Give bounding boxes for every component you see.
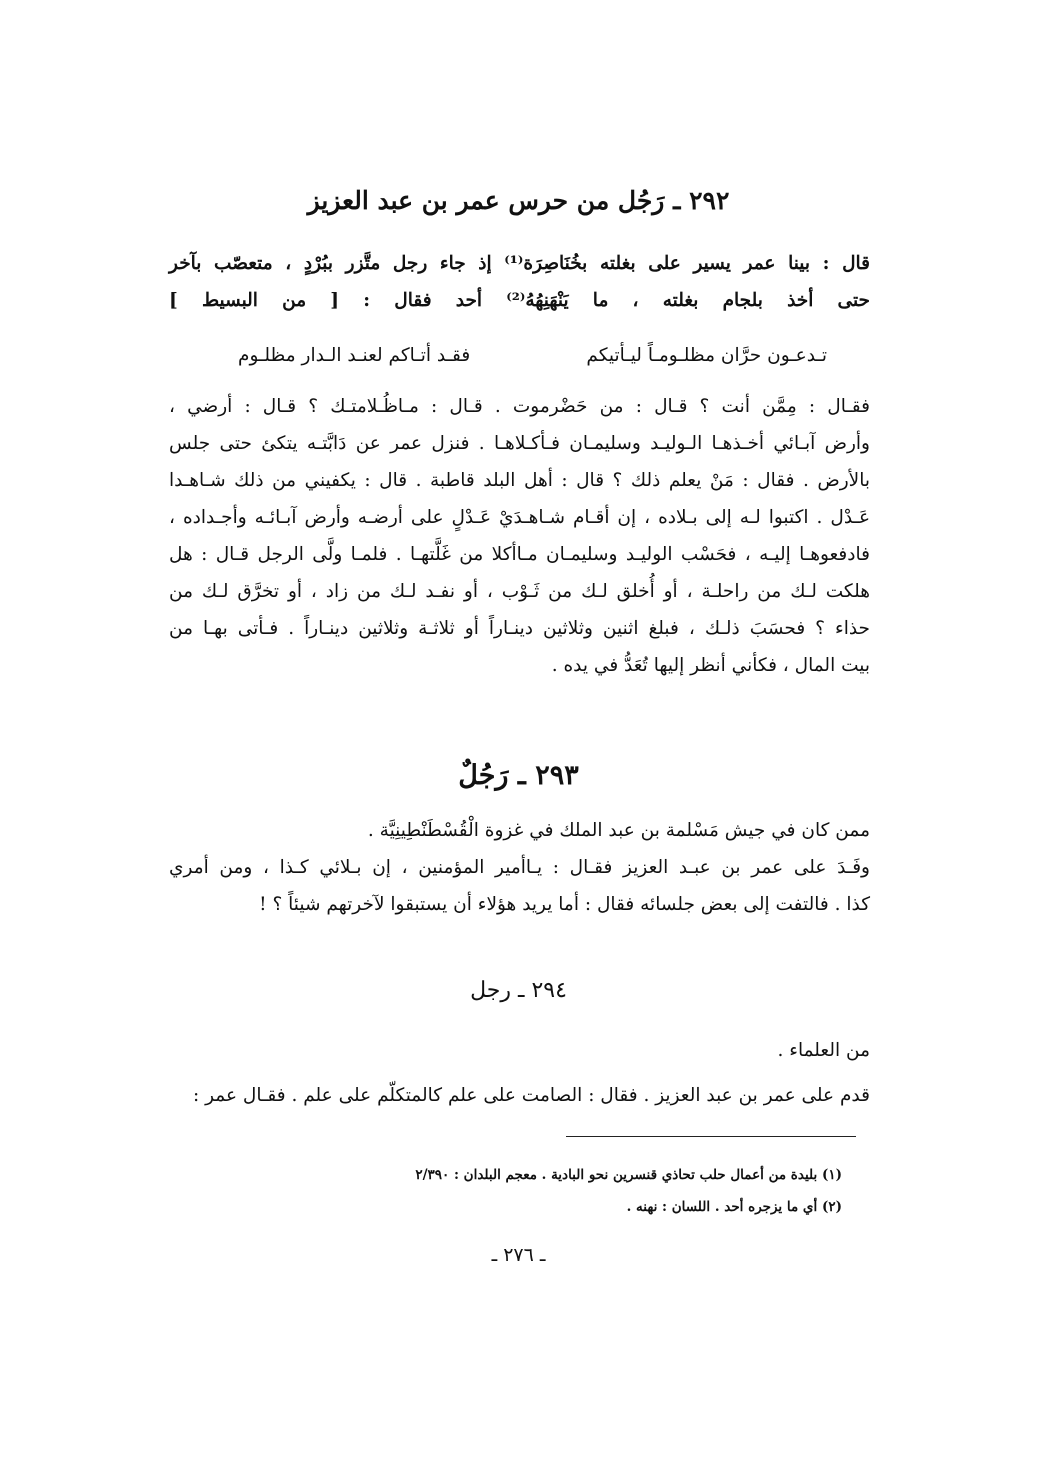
intro-line-2: حتى أخذ بلجام بغلته ، ما يَنْهَنِهُهُ⁽²⁾ أحد فقال : [ من البسيط ] — [169, 290, 870, 311]
section-294-line-1: من العلماء . — [777, 1040, 870, 1061]
intro-line-1: قال : بينا عمر يسير على بغلته بخُنَاصِرَة⁽¹⁾ إذ جاء رجل متَّزر ببُرْدٍ ، متعصّب بآخر — [169, 253, 870, 274]
section-294-heading: ٢٩٤ ـ رجل — [470, 978, 567, 1003]
section-294-line-2: قدم على عمر بن عبد العزيز . فقال : الصامت على علم كالمتكلّم على علم . فقـال عمر : — [192, 1085, 870, 1106]
poem-first-hemistich: تـدعـون حرَّان مظلـومـاً ليـأتيكم — [586, 345, 827, 366]
section-292-heading: ٢٩٢ ـ رَجُل من حرس عمر بن عبد العزيز — [307, 186, 730, 215]
body-line-3: بالأرض . فقال : مَنْ يعلم ذلك ؟ قال : أهل البلد قاطبة . قال : يكفيني من ذلك شـاهـدا — [169, 470, 870, 491]
body-line-8: بيت المال ، فكأني أنظر إليها تُعَدُّ في يده . — [551, 655, 870, 676]
section-293-line-2: وفَـدَ على عمر بن عبـد العزيز فقـال : يـاأمير المؤمنين ، إن بـلائي كـذا ، ومن أمري — [169, 857, 870, 878]
body-line-7: حذاء ؟ فحسَبَ ذلـك ، فبلغ اثنين وثلاثين دينـاراً أو ثلاثـة وثلاثين دينـاراً . فـأتى بهـا من — [169, 618, 870, 639]
body-line-1: فقـال : مِمَّن أنت ؟ قـال : من حَضْرموت . قـال : مـاظُـلامتـك ؟ قـال : أرضي ، — [169, 396, 870, 417]
body-line-2: وأرض آبـائي أخـذهـا الـوليـد وسليمـان فـأكـلاهـا . فنزل عمر عن دَابَّتـه يتكئ حتى جلس — [169, 433, 870, 454]
section-293-heading: ٢٩٣ ـ رَجُلٌ — [458, 760, 579, 791]
footnote-1: (١) بليدة من أعمال حلب تحاذي قنسرين نحو البادية . معجم البلدان : ٢/٣٩٠ — [415, 1166, 842, 1183]
section-293-line-3: كذا . فالتفت إلى بعض جلسائه فقال : أما يريد هؤلاء أن يستبقوا لآخرتهم شيئاً ؟ ! — [259, 894, 870, 915]
body-line-5: فادفعوهـا إليـه ، فحَسْب الوليـد وسليمـان مـاأكلا من غَلَّتهـا . فلمـا ولَّى الرجل قـال : هل — [169, 544, 870, 565]
section-293-line-1: ممن كان في جيش مَسْلمة بن عبد الملك في غزوة الْقُسْطَنْطِينِيَّة . — [367, 820, 870, 841]
page-number: ـ ٢٧٦ ـ — [491, 1244, 546, 1266]
footnote-2: (٢) أي ما يزجره أحد . اللسان : نهنه . — [626, 1198, 842, 1215]
body-line-6: هلكت لـك من راحلـة ، أو أُخلق لـك من ثَـوْب ، أو نفـد لـك من زاد ، أو تخرَّق لـك من — [169, 581, 870, 602]
poem-second-hemistich: فقـد أتـاكم لعنـد الـدار مظلـوم — [238, 345, 471, 366]
body-line-4: عَـدْل . اكتبوا لـه إلى بـلاده ، إن أقـام شـاهـدَيْ عَـدْلٍ على أرضـه وأرض آبـائـه وأجـداده ، — [169, 507, 870, 528]
footnote-divider — [566, 1136, 856, 1137]
